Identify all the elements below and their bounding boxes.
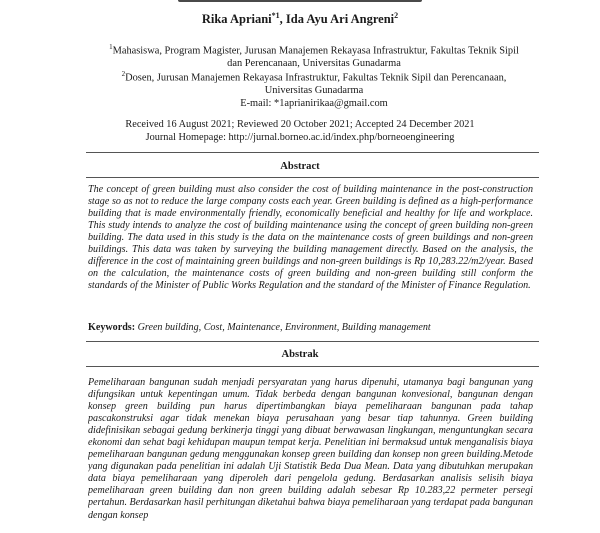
email-line: E-mail: *1aprianirikaa@gmail.com bbox=[240, 98, 388, 110]
divider-abstrak-top bbox=[86, 341, 539, 342]
keywords-text: Green building, Cost, Maintenance, Environment, Building management bbox=[135, 322, 431, 333]
author-2: Ida Ayu Ari Angreni bbox=[285, 12, 395, 27]
journal-homepage: Journal Homepage: http://jurnal.borneo.ac.id/index.php/borneoengineering bbox=[145, 132, 455, 143]
author-separator: , bbox=[279, 12, 286, 27]
abstrak-text: Pemeliharaan bangunan sudah menjadi persyaratan yang harus dipenuhi, utamanya bagi bangunan yang difungsikan untuk kepentingan umum. Tidak berbeda dengan bangunan konvesional, bangunan dengan konsep green building pun harus dipertimbangkan biaya pemeliharaan bangunan pada tahap pascakonstruksi agar tidak menekan biaya perusahaan yang besar tiap tahunnya. Green building didefinisikan sebagai gedung berkinerja tinggi yang dibuat berwawasan lingkungan, menguntungkan secara ekonomi dan sehat bagi kehidupan maupun tempat kerja. Penelitian ini bermaksud untuk menganalisis biaya pemeliharaan bangunan gedung menggunakan konsep green building dan konsep non green building.Metode yang digunakan pada penelitian ini adalah Uji Statistik Beda Dua Mean. Data yang dibutuhkan merupakan data biaya pemeliharaan yang diperoleh dari pengelola gedung. Berdasarkan analisis selisih biaya pemeliharaan green building dan non green building adalah sebesar Rp 10.283,22 permeter persegi pertahun. Berdasarkan hasil perhitungan diketahui bahwa biaya pemeliharaan yang terdapat pada bangunan dengan konsep bbox=[88, 377, 533, 521]
keywords-line bbox=[88, 322, 538, 333]
affiliation-2-line-2: Universitas Gunadarma bbox=[264, 85, 364, 97]
author-1-sup: *1 bbox=[271, 11, 280, 20]
keywords-label: Keywords: bbox=[88, 322, 136, 333]
affiliation-1-line-2: dan Perencanaan, Universitas Gunadarma bbox=[227, 58, 401, 70]
author-line bbox=[0, 11, 600, 27]
divider-abstrak bbox=[86, 366, 539, 367]
divider-top bbox=[86, 152, 539, 153]
affiliation-2-sup: 2 bbox=[121, 70, 126, 78]
affiliation-2 bbox=[86, 68, 542, 110]
abstract-text: The concept of green building must also consider the cost of building maintenance in the post-construction stage so as not to reduce the large company costs each year. Green building is defined as a high-performance building that is made environmentally friendly, economically beneficial and healthy for life and workplace. This study intends to analyze the cost of building maintenance using the concept of green building non-green building. The data used in this study is the data on the maintenance costs of green buildings and non-green buildings. This data was taken by surveying the building management directly. Based on the analysis, the difference in the cost of maintaining green buildings and non-green buildings is Rp 10,283.22/m2/year. Based on the calculation, the maintenance costs of green building and non-green building still conform the standards of the Minister of Public Works Regulation and the standard of the Minister of Finance Regulation. bbox=[88, 184, 533, 292]
affiliation-1-line-1: Mahasiswa, Program Magister, Jurusan Manajemen Rekayasa Infrastruktur, Fakultas Teknik Sipil bbox=[112, 45, 519, 57]
abstrak-heading: Abstrak bbox=[281, 349, 319, 360]
article-dates: Received 16 August 2021; Reviewed 20 October 2021; Accepted 24 December 2021 bbox=[125, 119, 475, 130]
affiliation-1 bbox=[86, 41, 542, 70]
affiliation-1-sup: 1 bbox=[109, 43, 113, 51]
divider-abstract bbox=[86, 177, 539, 178]
author-1: Rika Apriani bbox=[201, 12, 272, 27]
article-dates-block bbox=[0, 118, 600, 144]
affiliation-2-line-1: Dosen, Jurusan Manajemen Rekayasa Infrastruktur, Fakultas Teknik Sipil dan Perencanaan, bbox=[125, 72, 507, 84]
abstract-heading: Abstract bbox=[280, 161, 320, 172]
cropped-title-fragment bbox=[170, 0, 430, 4]
author-2-sup: 2 bbox=[394, 11, 399, 20]
